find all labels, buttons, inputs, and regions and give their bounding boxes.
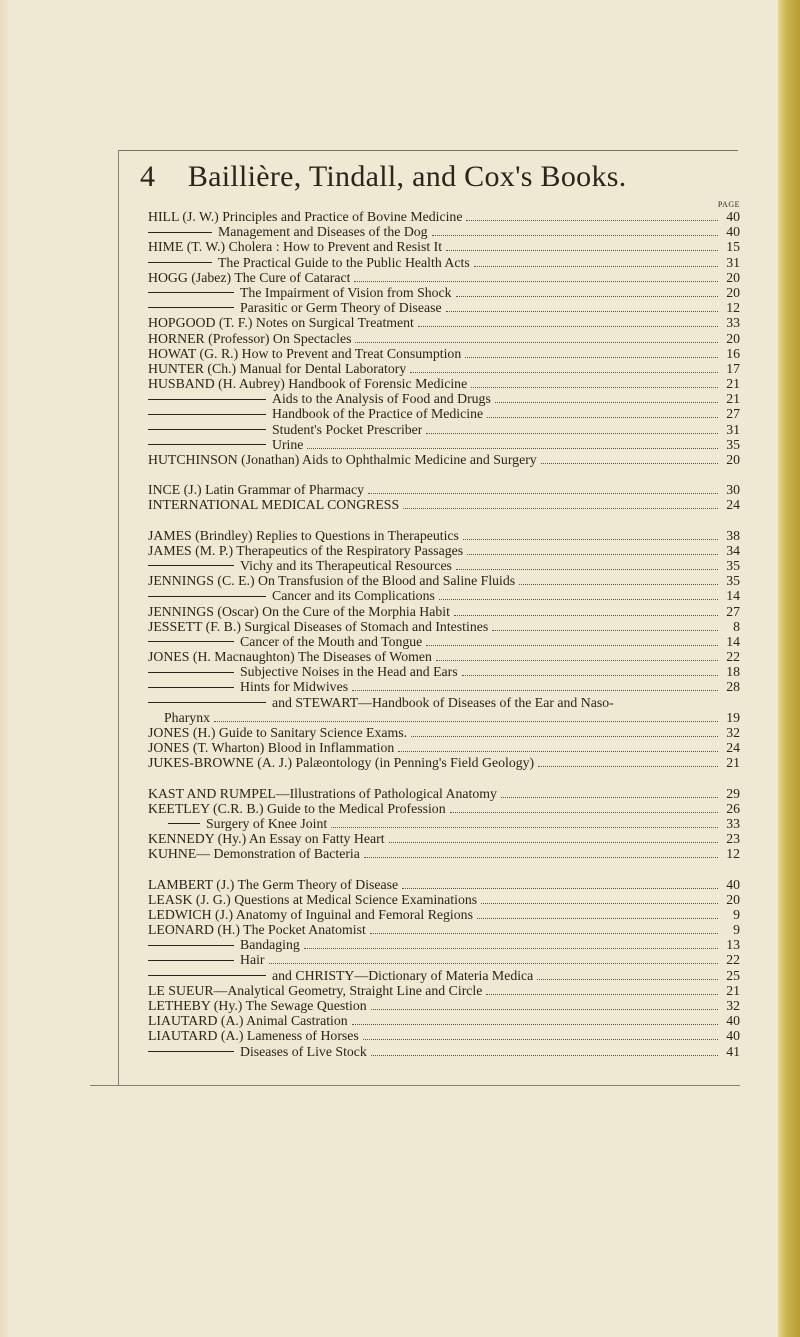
dot-leader	[456, 296, 718, 297]
entry-text: LEDWICH (J.) Anatomy of Inguinal and Femoral Regions	[148, 906, 473, 922]
catalogue-entry	[148, 331, 740, 346]
catalogue-entry	[148, 300, 740, 315]
entry-title	[148, 1044, 367, 1059]
catalogue-entry	[148, 558, 740, 573]
dot-leader	[418, 326, 718, 327]
catalogue-entry	[148, 285, 740, 300]
ditto-dash	[148, 292, 234, 293]
dot-leader	[410, 372, 718, 373]
entry-title	[148, 239, 442, 254]
entry-title	[148, 528, 459, 543]
entry-title	[148, 846, 360, 861]
dot-leader	[402, 888, 718, 889]
entry-title	[148, 877, 398, 892]
entry-title	[148, 695, 614, 710]
dot-leader	[370, 933, 718, 934]
dot-leader	[492, 630, 718, 631]
ditto-dash	[148, 565, 234, 566]
entry-text: The Practical Guide to the Public Health Acts	[218, 254, 470, 270]
bottom-border-rule	[90, 1085, 740, 1086]
entry-title	[164, 710, 210, 725]
catalogue-entry	[148, 482, 740, 497]
entry-page-number: 21	[726, 391, 740, 407]
catalogue-entry	[148, 573, 740, 588]
catalogue-entry	[148, 1028, 740, 1043]
catalogue-entry	[148, 543, 740, 558]
entry-page-number: 14	[726, 633, 740, 649]
entry-text: JAMES (M. P.) Therapeutics of the Respiratory Passages	[148, 542, 464, 558]
catalogue-entry	[148, 437, 740, 452]
dot-leader	[463, 539, 718, 540]
dot-leader	[477, 918, 718, 919]
entry-text: JONES (H. Macnaughton) The Diseases of Women	[148, 649, 432, 665]
page-number: 4	[140, 160, 156, 193]
entry-title	[148, 952, 265, 967]
catalogue-entry	[148, 649, 740, 664]
catalogue-entry	[148, 224, 740, 239]
catalogue-entry	[148, 422, 740, 437]
entry-text: LE SUEUR—Analytical Geometry, Straight Line and Circle	[148, 982, 483, 998]
ditto-dash	[148, 307, 234, 308]
entry-title	[148, 497, 399, 512]
dot-leader	[411, 736, 718, 737]
entry-title	[148, 482, 364, 497]
entry-text: INTERNATIONAL MEDICAL CONGRESS	[148, 497, 400, 513]
entry-page-number: 40	[726, 224, 740, 240]
entry-title	[148, 361, 406, 376]
entry-page-number: 32	[726, 998, 740, 1013]
entry-title	[148, 801, 446, 816]
entry-page-number: 40	[726, 876, 740, 892]
catalogue-entry	[148, 528, 740, 543]
catalogue-entry	[148, 209, 740, 224]
entry-title	[148, 391, 491, 406]
entry-text: Aids to the Analysis of Food and Drugs	[272, 391, 491, 407]
entry-title	[148, 543, 463, 558]
entry-title	[148, 255, 470, 270]
entry-title	[148, 968, 533, 983]
entry-title	[148, 224, 428, 239]
entry-title	[148, 679, 348, 694]
entry-text: LIAUTARD (A.) Lameness of Horses	[148, 1028, 359, 1044]
entry-page-number: 21	[726, 982, 740, 998]
entry-title	[148, 331, 351, 346]
entry-text: JENNINGS (Oscar) On the Cure of the Morphia Habit	[148, 603, 450, 619]
entry-text: HUSBAND (H. Aubrey) Handbook of Forensic Medicine	[148, 376, 468, 392]
dot-leader	[462, 675, 718, 676]
dot-leader	[354, 281, 718, 282]
entry-page-number: 40	[726, 1013, 740, 1029]
dot-leader	[486, 994, 718, 995]
catalogue-entry	[148, 1044, 740, 1059]
entry-text: HOWAT (G. R.) How to Prevent and Treat Consumption	[148, 345, 462, 361]
entry-text: Pharynx	[164, 709, 210, 725]
dot-leader	[446, 250, 718, 251]
catalogue-entry	[148, 816, 740, 831]
catalogue-entry	[148, 998, 740, 1013]
page-left-shadow	[0, 0, 10, 1337]
catalogue-entry	[148, 786, 740, 801]
entry-title	[148, 922, 366, 937]
entry-page-number: 31	[726, 421, 740, 437]
entry-text: KUHNE— Demonstration of Bacteria	[148, 846, 360, 862]
entry-text: JONES (H.) Guide to Sanitary Science Exams.	[148, 725, 408, 740]
entry-page-number: 29	[726, 785, 740, 801]
catalogue-entry	[148, 588, 740, 603]
entry-text: JONES (T. Wharton) Blood in Inflammation	[148, 740, 395, 756]
dot-leader	[352, 1024, 718, 1025]
entry-page-number: 34	[726, 542, 740, 558]
catalogue-entry	[148, 937, 740, 952]
ditto-dash	[148, 945, 234, 946]
entry-text: Management and Diseases of the Dog	[218, 224, 428, 240]
entry-page-number: 21	[726, 376, 740, 392]
entry-title	[148, 406, 483, 421]
entry-title	[148, 285, 452, 300]
entry-title	[148, 983, 482, 998]
ditto-dash	[148, 960, 234, 961]
entry-text: LEASK (J. G.) Questions at Medical Science Examinations	[148, 891, 478, 907]
entry-page-number: 35	[726, 557, 740, 573]
ditto-dash	[148, 975, 266, 976]
entry-title	[148, 619, 488, 634]
entry-title	[148, 452, 537, 467]
entry-title	[148, 1028, 359, 1043]
entry-text: and CHRISTY—Dictionary of Materia Medica	[272, 967, 534, 983]
catalogue-entry	[148, 952, 740, 967]
entry-title	[148, 649, 432, 664]
entry-title	[148, 892, 477, 907]
catalogue-entry	[148, 634, 740, 649]
dot-leader	[307, 448, 718, 449]
dot-leader	[331, 827, 718, 828]
entry-title	[148, 998, 367, 1013]
dot-leader	[495, 402, 718, 403]
dot-leader	[537, 979, 718, 980]
ditto-dash	[168, 823, 200, 824]
dot-leader	[371, 1009, 718, 1010]
ditto-dash	[148, 414, 266, 415]
entry-page-number: 27	[726, 406, 740, 422]
ditto-dash	[148, 262, 212, 263]
entry-text: JUKES-BROWNE (A. J.) Palæontology (in Penning's Field Geology)	[148, 755, 535, 771]
entry-title	[148, 376, 467, 391]
dot-leader	[456, 569, 718, 570]
ditto-dash	[148, 702, 266, 703]
dot-leader	[426, 433, 718, 434]
dot-leader	[446, 311, 718, 312]
dot-leader	[538, 766, 718, 767]
entry-text: LAMBERT (J.) The Germ Theory of Disease	[148, 876, 399, 892]
entry-page-number: 22	[726, 952, 740, 968]
catalogue-entry	[148, 877, 740, 892]
ditto-dash	[148, 596, 266, 597]
entry-page-number: 9	[733, 922, 740, 938]
catalogue-entry	[148, 846, 740, 861]
entry-page-number: 23	[726, 831, 740, 847]
catalogue-entry	[148, 831, 740, 846]
dot-leader	[432, 235, 718, 236]
catalogue-entry	[148, 1013, 740, 1028]
entry-title	[148, 740, 394, 755]
entry-title	[148, 558, 452, 573]
entry-page-number: 25	[726, 967, 740, 983]
entry-page-number: 20	[726, 891, 740, 907]
catalogue-entry	[148, 922, 740, 937]
entry-text: INCE (J.) Latin Grammar of Pharmacy	[148, 482, 365, 498]
entry-group	[148, 528, 740, 771]
entry-page-number: 38	[726, 527, 740, 543]
entry-text: Hints for Midwives	[240, 679, 349, 695]
entry-page-number: 30	[726, 482, 740, 498]
catalogue-entry	[148, 239, 740, 254]
entry-text: HUTCHINSON (Jonathan) Aids to Ophthalmic Medicine and Surgery	[148, 452, 537, 467]
dot-leader	[304, 948, 718, 949]
entry-title	[148, 209, 462, 224]
entry-title	[148, 270, 350, 285]
ditto-dash	[148, 672, 234, 673]
dot-leader	[426, 645, 718, 646]
dot-leader	[368, 493, 718, 494]
dot-leader	[371, 1055, 718, 1056]
entry-page-number: 24	[726, 497, 740, 513]
entry-text: HUNTER (Ch.) Manual for Dental Laboratory	[148, 360, 407, 376]
entry-text: KAST AND RUMPEL—Illustrations of Pathological Anatomy	[148, 785, 497, 801]
dot-leader	[269, 963, 718, 964]
entry-page-number: 40	[726, 209, 740, 224]
dot-leader	[352, 690, 718, 691]
entry-title	[148, 937, 300, 952]
catalogue-entry	[148, 801, 740, 816]
dot-leader	[436, 660, 718, 661]
dot-leader	[214, 721, 718, 722]
dot-leader	[519, 584, 718, 585]
dot-leader	[481, 903, 718, 904]
entry-text: KENNEDY (Hy.) An Essay on Fatty Heart	[148, 831, 385, 847]
dot-leader	[355, 342, 718, 343]
dot-leader	[364, 857, 718, 858]
ditto-dash	[148, 399, 266, 400]
entry-page-number: 32	[726, 725, 740, 740]
entry-page-number: 12	[726, 300, 740, 316]
catalogue-entry	[148, 315, 740, 330]
dot-leader	[398, 751, 718, 752]
entry-group	[148, 482, 740, 512]
dot-leader	[541, 463, 718, 464]
entry-page-number: 21	[726, 755, 740, 771]
entry-page-number: 20	[726, 269, 740, 285]
entry-text: HOPGOOD (T. F.) Notes on Surgical Treatment	[148, 315, 414, 331]
left-border-rule	[118, 150, 119, 1085]
catalogue-entry	[148, 452, 740, 467]
catalogue-entry	[148, 376, 740, 391]
entry-title	[148, 634, 422, 649]
catalogue-entry	[148, 892, 740, 907]
catalogue-entry	[148, 968, 740, 983]
entry-page-number: 16	[726, 345, 740, 361]
entry-text: The Impairment of Vision from Shock	[240, 284, 452, 300]
dot-leader	[363, 1039, 718, 1040]
header-rule	[118, 150, 738, 151]
dot-leader	[471, 387, 718, 388]
entry-text: JAMES (Brindley) Replies to Questions in Therapeutics	[148, 527, 459, 543]
entry-page-number: 13	[726, 937, 740, 953]
entry-text: Cancer of the Mouth and Tongue	[240, 633, 423, 649]
entry-text: Cancer and its Complications	[272, 588, 435, 604]
ditto-dash	[148, 1051, 234, 1052]
catalogue-entry	[148, 679, 740, 694]
catalogue-entry	[148, 695, 740, 710]
entry-text: and STEWART—Handbook of Diseases of the Ear and Naso-	[272, 694, 614, 710]
entry-page-number: 31	[726, 254, 740, 270]
entry-text: JENNINGS (C. E.) On Transfusion of the Blood and Saline Fluids	[148, 573, 516, 589]
dot-leader	[389, 842, 718, 843]
dot-leader	[467, 554, 718, 555]
entry-title	[148, 907, 473, 922]
catalogue-entry	[148, 255, 740, 270]
entry-text: LIAUTARD (A.) Animal Castration	[148, 1013, 348, 1029]
catalogue-entry	[148, 983, 740, 998]
dot-leader	[466, 220, 718, 221]
entry-page-number: 18	[726, 664, 740, 680]
dot-leader	[487, 417, 718, 418]
entry-group	[148, 877, 740, 1059]
entry-title	[148, 725, 407, 740]
entry-text: Diseases of Live Stock	[240, 1043, 367, 1059]
entry-title	[148, 346, 461, 361]
entry-title	[148, 664, 458, 679]
dot-leader	[465, 357, 718, 358]
dot-leader	[450, 812, 718, 813]
catalogue-entry	[148, 664, 740, 679]
catalogue-entries	[148, 209, 740, 1074]
entry-text: Bandaging	[240, 937, 300, 953]
catalogue-entry	[148, 270, 740, 285]
entry-text: Parasitic or Germ Theory of Disease	[240, 300, 442, 316]
entry-page-number: 24	[726, 740, 740, 756]
entry-page-number: 26	[726, 800, 740, 816]
ditto-dash	[148, 429, 266, 430]
entry-page-number: 12	[726, 846, 740, 862]
catalogue-entry	[148, 710, 740, 725]
entry-page-number: 40	[726, 1028, 740, 1044]
entry-text: Student's Pocket Prescriber	[272, 421, 423, 437]
entry-page-number: 33	[726, 815, 740, 831]
entry-title	[148, 422, 422, 437]
entry-title	[148, 604, 450, 619]
entry-page-number: 28	[726, 679, 740, 695]
catalogue-entry	[148, 346, 740, 361]
entry-text: Subjective Noises in the Head and Ears	[240, 664, 458, 680]
entry-group	[148, 209, 740, 467]
entry-page-number: 27	[726, 603, 740, 619]
catalogue-entry	[148, 725, 740, 740]
catalogue-entry	[148, 497, 740, 512]
entry-page-number: 20	[726, 284, 740, 300]
entry-group	[148, 786, 740, 862]
entry-page-number: 22	[726, 649, 740, 665]
ditto-dash	[148, 444, 266, 445]
entry-text: HOGG (Jabez) The Cure of Cataract	[148, 269, 351, 285]
entry-title	[148, 315, 414, 330]
entry-page-number: 20	[726, 330, 740, 346]
entry-page-number: 33	[726, 315, 740, 331]
entry-text: Handbook of the Practice of Medicine	[272, 406, 484, 422]
catalogue-entry	[148, 755, 740, 770]
entry-page-number: 35	[726, 573, 740, 589]
ditto-dash	[148, 687, 234, 688]
catalogue-entry	[148, 361, 740, 376]
entry-page-number: 20	[726, 452, 740, 467]
entry-text: HIME (T. W.) Cholera : How to Prevent and Resist It	[148, 239, 443, 255]
ditto-dash	[148, 232, 212, 233]
entry-title	[148, 1013, 348, 1028]
entry-page-number: 15	[726, 239, 740, 255]
dot-leader	[501, 797, 718, 798]
entry-text: Hair	[240, 952, 265, 968]
entry-title	[148, 816, 327, 831]
catalogue-entry	[148, 740, 740, 755]
dot-leader	[439, 599, 718, 600]
entry-title	[148, 588, 435, 603]
entry-page-number: 35	[726, 436, 740, 452]
catalogue-entry	[148, 604, 740, 619]
entry-text: LEONARD (H.) The Pocket Anatomist	[148, 922, 366, 938]
catalogue-entry	[148, 406, 740, 421]
entry-text: HILL (J. W.) Principles and Practice of Bovine Medicine	[148, 209, 463, 224]
entry-page-number: 17	[726, 360, 740, 376]
catalogue-entry	[148, 391, 740, 406]
dot-leader	[403, 508, 718, 509]
ditto-dash	[148, 641, 234, 642]
catalogue-entry	[148, 907, 740, 922]
entry-title	[148, 755, 534, 770]
entry-title	[148, 437, 303, 452]
entry-text: Vichy and its Therapeutical Resources	[240, 557, 452, 573]
entry-title	[148, 831, 385, 846]
dot-leader	[474, 266, 718, 267]
entry-text: Surgery of Knee Joint	[206, 815, 328, 831]
page-column-label: PAGE	[717, 200, 740, 209]
dot-leader	[454, 615, 718, 616]
entry-title	[148, 786, 497, 801]
entry-text: Urine	[272, 436, 304, 452]
entry-title	[148, 573, 515, 588]
entry-page-number: 9	[733, 906, 740, 922]
page-gilt-edge	[778, 0, 800, 1337]
entry-text: HORNER (Professor) On Spectacles	[148, 330, 352, 346]
entry-page-number: 19	[726, 709, 740, 725]
entry-page-number: 41	[726, 1043, 740, 1059]
page-title: Baillière, Tindall, and Cox's Books.	[187, 160, 627, 193]
entry-text: LETHEBY (Hy.) The Sewage Question	[148, 998, 367, 1013]
catalogue-entry	[148, 619, 740, 634]
entry-text: KEETLEY (C.R. B.) Guide to the Medical Profession	[148, 800, 446, 816]
entry-page-number: 8	[733, 618, 740, 634]
running-header	[140, 160, 740, 194]
entry-page-number: 14	[726, 588, 740, 604]
entry-text: JESSETT (F. B.) Surgical Diseases of Stomach and Intestines	[148, 618, 489, 634]
entry-title	[148, 300, 442, 315]
